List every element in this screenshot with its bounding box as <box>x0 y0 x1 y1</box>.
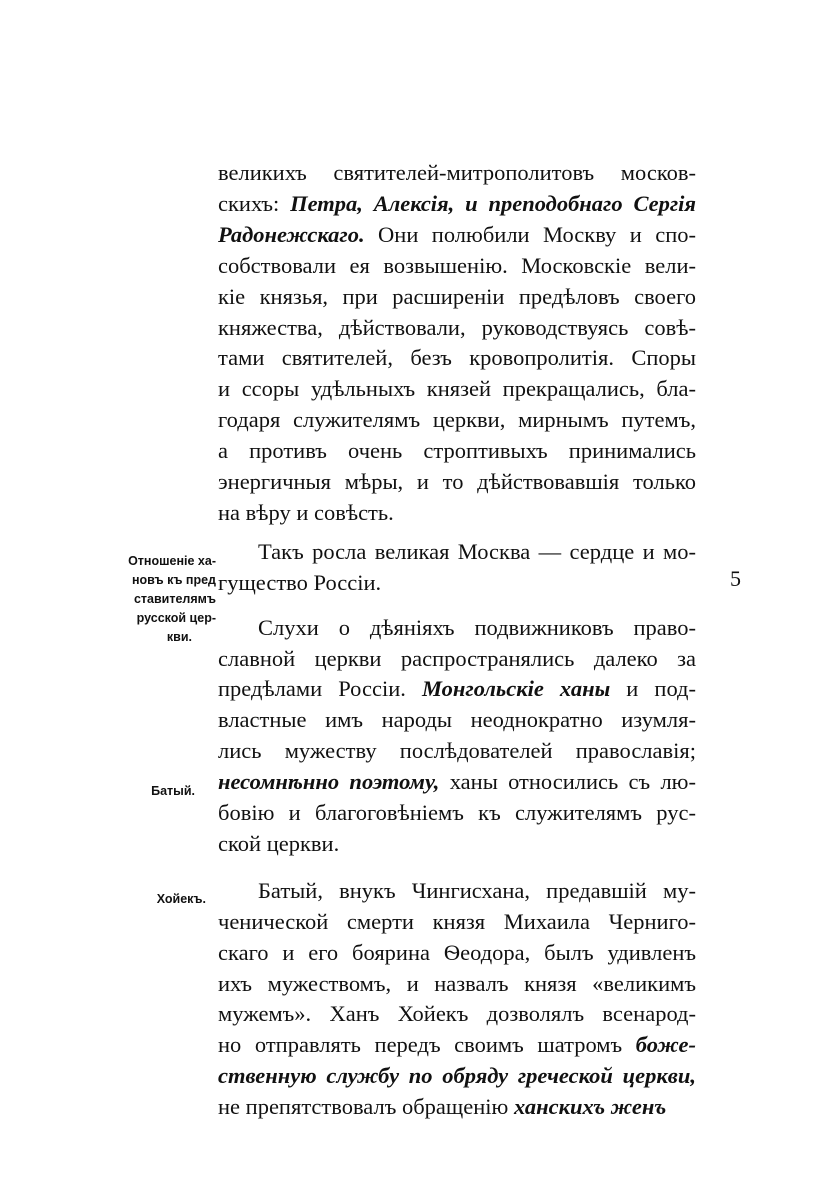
text-segment: Такъ росла великая Москва — сердце и мо- <box>258 538 696 564</box>
text-segment: но отправлять передъ своимъ шатромъ <box>218 1032 636 1058</box>
text-segment: лись мужеству послѣдователей православія; <box>218 738 696 764</box>
text-line <box>218 251 696 281</box>
text-segment: скихъ: <box>218 190 291 216</box>
text-segment: княжества, дѣйствовали, руководствуясь совѣ- <box>218 314 696 340</box>
text-line <box>218 674 696 704</box>
text-line <box>258 876 696 906</box>
text-segment: Они полюбили Москву и спо- <box>364 221 696 247</box>
text-line <box>218 467 696 497</box>
text-line <box>218 1092 696 1122</box>
text-line <box>218 313 696 343</box>
text-line <box>218 220 696 250</box>
text-segment: тами святителей, безъ кровопролитія. Споры <box>218 345 696 371</box>
text-line <box>218 1061 696 1091</box>
emphasis-text: ственную службу по обряду греческой церкви, <box>218 1063 696 1089</box>
text-segment: бовію и благоговѣніемъ къ служителямъ рус- <box>218 800 696 825</box>
text-line <box>218 405 696 435</box>
text-line <box>218 374 696 404</box>
text-line <box>218 644 696 674</box>
text-segment: кіе князья, при расширеніи предѣловъ своего <box>218 283 696 309</box>
emphasis-text: Монгольскіе ханы <box>421 676 611 702</box>
text-segment: годаря служителямъ церкви, мирнымъ путемъ, <box>218 407 696 433</box>
side-note-line: русской цер- <box>136 611 216 625</box>
text-segment: ской церкви. <box>218 830 340 856</box>
text-segment: властные имъ народы неоднократно изумля- <box>218 707 696 733</box>
text-segment: Слухи о дѣяніяхъ подвижниковъ право- <box>258 614 696 640</box>
text-line <box>218 736 696 766</box>
text-segment: энергичныя мѣры, и то дѣйствовавшія только <box>218 469 696 494</box>
text-line <box>218 969 696 999</box>
text-line <box>218 282 696 312</box>
text-line <box>218 1030 696 1060</box>
text-segment: не препятствовалъ обращенію <box>218 1094 514 1120</box>
text-line <box>218 568 696 598</box>
text-line <box>218 938 696 968</box>
side-note-line: Отношеніе ха- <box>128 554 216 568</box>
text-line <box>218 999 696 1029</box>
text-line <box>218 705 696 735</box>
text-line <box>218 158 696 188</box>
text-segment: на вѣру и совѣсть. <box>218 499 394 525</box>
text-segment: а противъ очень строптивыхъ принимались <box>218 438 696 464</box>
text-segment: мужемъ». Ханъ Хойекъ дозволялъ всенарод- <box>218 1001 696 1027</box>
text-line <box>218 907 696 937</box>
emphasis-text: боже- <box>635 1032 696 1058</box>
side-note-line: Батый. <box>151 784 195 798</box>
text-line <box>258 613 696 643</box>
page-number: 5 <box>730 566 741 591</box>
side-note-line: Хойекъ. <box>156 892 206 906</box>
text-line <box>218 798 696 828</box>
emphasis-text: Петра, Алексія, и преподобнаго Сергія <box>290 190 696 216</box>
text-segment: скаго и его боярина Ѳеодора, былъ удивленъ <box>218 939 696 965</box>
text-segment: ченической смерти князя Михаила Черниго- <box>218 908 696 934</box>
text-segment: предѣлами Россіи. <box>218 676 422 702</box>
text-line <box>218 829 696 859</box>
text-line <box>218 498 696 528</box>
text-segment: гущество Россіи. <box>218 569 382 595</box>
emphasis-text: Радонежскаго. <box>218 221 365 247</box>
text-segment: ихъ мужествомъ, и назвалъ князя «великимъ <box>218 970 696 996</box>
side-note-hoyek <box>122 890 206 909</box>
side-note-line: новъ къ пред <box>131 573 216 587</box>
text-line <box>218 343 696 373</box>
emphasis-text: несомнѣнно поэтому, <box>218 769 440 795</box>
text-line <box>218 436 696 466</box>
text-segment: и ссоры удѣльныхъ князей прекращались, бла- <box>218 376 696 402</box>
emphasis-text: ханскихъ женъ <box>513 1094 667 1120</box>
side-note-line: кви. <box>166 630 192 644</box>
side-note-batu <box>122 782 195 801</box>
side-note-relations <box>122 552 216 647</box>
text-segment: и под- <box>610 676 696 702</box>
text-line <box>258 537 696 567</box>
text-segment: ханы относились съ лю- <box>439 769 696 795</box>
side-note-line: ставителямъ <box>133 592 216 606</box>
text-segment: славной церкви распространялись далеко за <box>218 645 696 671</box>
text-segment: собствовали ея возвышенію. Московскіе вели- <box>218 252 696 278</box>
text-line <box>218 767 696 797</box>
text-segment: великихъ святителей-митрополитовъ москов- <box>218 160 696 185</box>
text-segment: Батый, внукъ Чингисхана, предавшій му- <box>258 877 696 903</box>
text-line <box>218 189 696 219</box>
